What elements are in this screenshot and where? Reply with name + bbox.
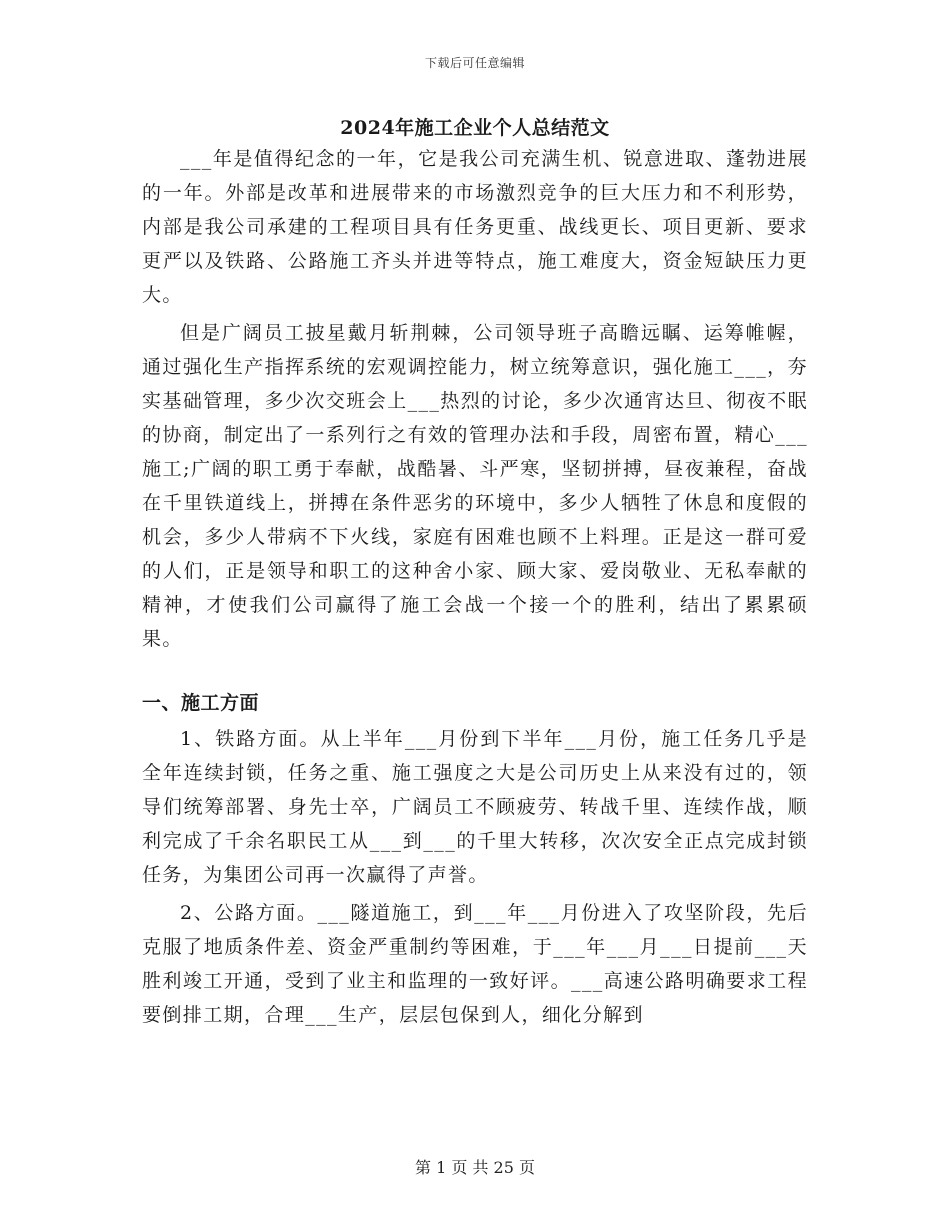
intro-paragraph-2: 但是广阔员工披星戴月斩荆棘，公司领导班子高瞻远瞩、运筹帷幄，通过强化生产指挥系统的宏观调控能力，树立统筹意识，强化施工___，夯实基础管理，多少次交班会上___热烈的讨论，多少次通宵达旦、彻夜不眠的协商，制定出了一系列行之有效的管理办法和手段，周密布置，精心___施工;广阔的职工勇于奉献，战酷暑、斗严寒，坚韧拼搏，昼夜兼程，奋战在千里铁道线上，拼搏在条件恶劣的环境中，多少人牺牲了休息和度假的机会，多少人带病不下火线，家庭有困难也顾不上料理。正是这一群可爱的人们，正是领导和职工的这种舍小家、顾大家、爱岗敬业、无私奉献的精神，才使我们公司赢得了施工会战一个接一个的胜利，结出了累累硕果。 (142, 322, 808, 650)
section-paragraph-highway: 2、公路方面。___隧道施工，到___年___月份进入了攻坚阶段，先后克服了地质条件差、资金严重制约等困难，于___年___月___日提前___天胜利竣工开通，受到了业主和监理的一致好评。___高速公路明确要求工程要倒排工期，合理___生产，层层包保到人，细化分解到 (142, 902, 808, 1026)
document-title: 2024年施工企业个人总结范文 (340, 117, 610, 139)
intro-paragraph-1: ___年是值得纪念的一年，它是我公司充满生机、锐意进取、蓬勃进展的一年。外部是改革和进展带来的市场激烈竞争的巨大压力和不利形势，内部是我公司承建的工程项目具有任务更重、战线更长、项目更新、要求更严以及铁路、公路施工齐头并进等特点，施工难度大，资金短缺压力更大。 (142, 148, 808, 306)
section-paragraph-railway: 1、铁路方面。从上半年___月份到下半年___月份，施工任务几乎是全年连续封锁，任务之重、施工强度之大是公司历史上从来没有过的，领导们统筹部署、身先士卒，广阔员工不顾疲劳、转战千里、连续作战，顺利完成了千余名职民工从___到___的千里大转移，次次安全正点完成封锁任务，为集团公司再一次赢得了声誉。 (142, 728, 808, 886)
document-body (142, 114, 808, 1036)
section-heading-construction: 一、施工方面 (142, 692, 260, 714)
page-number-footer: 第 1 页 共 25 页 (415, 1158, 535, 1177)
page-header-note: 下载后可任意编辑 (424, 56, 525, 70)
